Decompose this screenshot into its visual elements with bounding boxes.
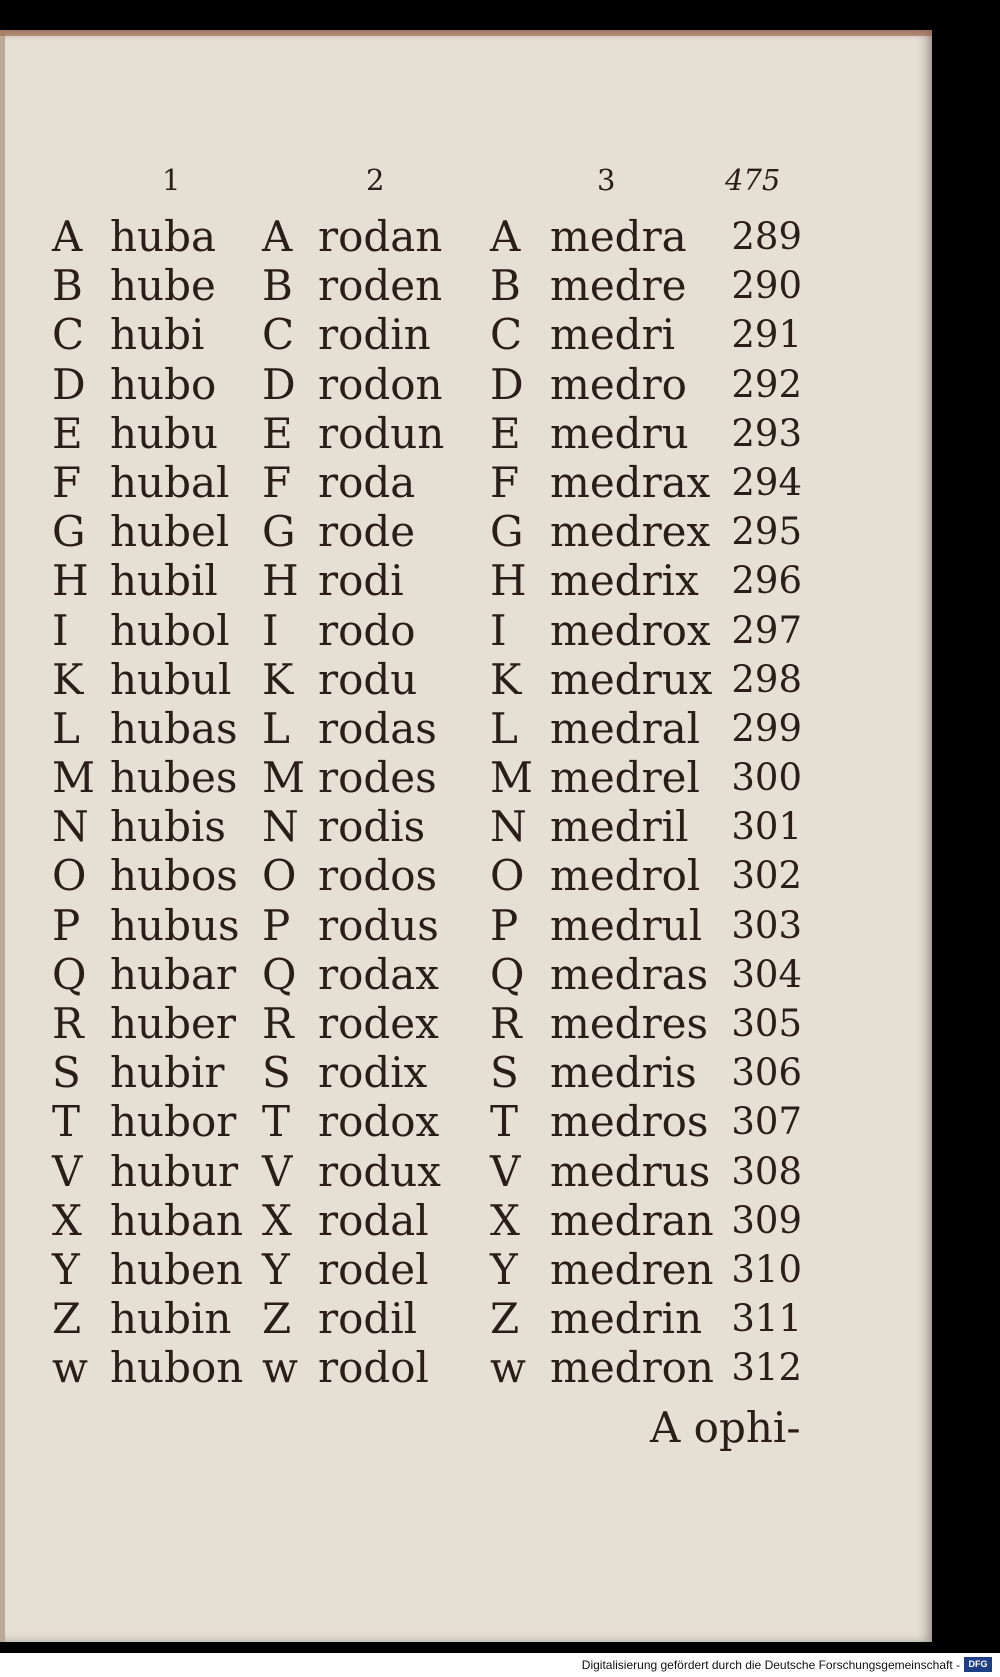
table-row — [0, 409, 932, 458]
row-code-word: hubon — [110, 1343, 244, 1393]
row-code-word: rodis — [318, 802, 426, 852]
table-row — [0, 950, 932, 999]
row-letter: K — [262, 654, 294, 704]
table-row — [0, 1147, 932, 1196]
row-code-word: rodus — [318, 900, 439, 950]
table-row — [0, 999, 932, 1048]
row-letter: R — [262, 999, 294, 1048]
row-letter: Z — [262, 1294, 292, 1344]
table-row — [0, 901, 932, 950]
row-code-word: rodax — [318, 949, 439, 999]
row-code-word: rodi — [318, 556, 404, 606]
row-letter: A — [52, 212, 83, 261]
row-code-word: medrax — [550, 457, 711, 507]
row-letter: D — [490, 359, 524, 409]
table-row — [0, 212, 932, 261]
row-letter: R — [52, 999, 84, 1048]
row-number: 291 — [731, 313, 802, 357]
book-page — [0, 30, 932, 1642]
row-letter: O — [490, 851, 525, 901]
credit-text: Digitalisierung gefördert durch die Deutsche Forschungsgemeinschaft - — [581, 1658, 960, 1672]
row-letter: I — [262, 605, 279, 655]
row-code-word: hubel — [110, 507, 230, 557]
row-code-word: huba — [110, 212, 217, 261]
row-code-word: medru — [550, 408, 689, 458]
row-number: 312 — [731, 1346, 802, 1390]
row-code-word: medrix — [550, 556, 699, 606]
row-letter: T — [490, 1097, 519, 1147]
row-letter: M — [490, 753, 534, 803]
row-letter: C — [490, 310, 523, 360]
row-letter: B — [52, 261, 83, 311]
row-letter: E — [52, 408, 83, 458]
digitization-credit-bar — [0, 1653, 1000, 1677]
row-letter: N — [52, 802, 89, 852]
row-code-word: rodes — [318, 753, 437, 803]
table-row — [0, 261, 932, 310]
row-code-word: medron — [550, 1343, 714, 1393]
row-code-word: rodex — [318, 999, 439, 1048]
row-code-word: medras — [550, 949, 709, 999]
row-code-word: medrin — [550, 1294, 703, 1344]
row-letter: L — [262, 703, 290, 753]
row-code-word: roden — [318, 261, 443, 311]
table-row — [0, 606, 932, 655]
row-letter: w — [52, 1343, 88, 1393]
row-letter: O — [52, 851, 87, 901]
row-number: 293 — [731, 411, 802, 455]
row-letter: P — [490, 900, 519, 950]
table-row — [0, 1196, 932, 1245]
row-letter: S — [52, 1048, 81, 1098]
row-code-word: hubur — [110, 1146, 239, 1196]
row-code-word: medran — [550, 1195, 714, 1245]
row-letter: V — [52, 1146, 83, 1196]
row-letter: B — [262, 261, 293, 311]
row-code-word: medres — [550, 999, 709, 1048]
row-code-word: medro — [550, 359, 687, 409]
row-number: 303 — [731, 903, 802, 947]
table-row — [0, 851, 932, 900]
row-code-word: hube — [110, 261, 216, 311]
row-letter: Z — [52, 1294, 82, 1344]
row-letter: H — [490, 556, 527, 606]
row-code-word: rodun — [318, 408, 445, 458]
row-letter: A — [490, 212, 521, 261]
page-top-edge — [0, 30, 932, 36]
row-letter: N — [490, 802, 527, 852]
row-number: 310 — [731, 1247, 802, 1291]
row-letter: V — [490, 1146, 521, 1196]
row-number: 306 — [731, 1051, 802, 1095]
row-letter: O — [262, 851, 297, 901]
row-number: 308 — [731, 1149, 802, 1193]
column-number-2: 2 — [366, 163, 385, 197]
row-letter: D — [262, 359, 296, 409]
row-letter: A — [262, 212, 293, 261]
row-code-word: medrux — [550, 654, 713, 704]
row-code-word: medrus — [550, 1146, 711, 1196]
row-code-word: hubi — [110, 310, 205, 360]
row-letter: I — [52, 605, 69, 655]
table-row — [0, 802, 932, 851]
row-code-word: medris — [550, 1048, 697, 1098]
row-letter: B — [490, 261, 521, 311]
row-letter: X — [262, 1195, 292, 1245]
row-letter: M — [52, 753, 96, 803]
row-code-word: rodix — [318, 1048, 428, 1098]
row-code-word: medri — [550, 310, 676, 360]
row-code-word: hubis — [110, 802, 226, 852]
row-code-word: medrox — [550, 605, 711, 655]
row-code-word: medral — [550, 703, 701, 753]
row-letter: X — [490, 1195, 520, 1245]
row-letter: G — [52, 507, 86, 557]
row-code-word: rodu — [318, 654, 418, 704]
row-code-word: medril — [550, 802, 689, 852]
row-letter: X — [52, 1195, 82, 1245]
row-number: 297 — [731, 608, 802, 652]
row-code-word: rodas — [318, 703, 437, 753]
row-code-word: huber — [110, 999, 236, 1048]
row-letter: K — [52, 654, 84, 704]
row-letter: F — [490, 457, 520, 507]
row-code-word: medra — [550, 212, 687, 261]
row-letter: Y — [52, 1244, 80, 1294]
table-row — [0, 1097, 932, 1146]
row-letter: R — [490, 999, 522, 1048]
row-number: 295 — [731, 510, 802, 554]
row-letter: S — [262, 1048, 291, 1098]
row-code-word: medros — [550, 1097, 709, 1147]
row-letter: H — [52, 556, 89, 606]
column-number-3: 3 — [597, 163, 616, 197]
row-letter: S — [490, 1048, 519, 1098]
column-number-1: 1 — [162, 163, 181, 197]
row-code-word: huben — [110, 1244, 243, 1294]
row-code-word: hubes — [110, 753, 238, 803]
row-code-word: hubol — [110, 605, 230, 655]
row-code-word: hubil — [110, 556, 218, 606]
row-letter: M — [262, 753, 306, 803]
row-code-word: rode — [318, 507, 416, 557]
row-code-word: medren — [550, 1244, 714, 1294]
cipher-table — [0, 212, 932, 1393]
row-code-word: hubar — [110, 949, 237, 999]
column-header-row — [0, 163, 932, 203]
row-code-word: medrex — [550, 507, 711, 557]
table-row — [0, 360, 932, 409]
row-number: 307 — [731, 1100, 802, 1144]
row-letter: G — [262, 507, 296, 557]
row-number: 299 — [731, 706, 802, 750]
table-row — [0, 655, 932, 704]
row-letter: G — [490, 507, 524, 557]
row-number: 304 — [731, 952, 802, 996]
dfg-logo-icon: DFG — [964, 1657, 992, 1672]
row-letter: T — [262, 1097, 291, 1147]
table-row — [0, 753, 932, 802]
row-letter: C — [262, 310, 295, 360]
row-code-word: rodux — [318, 1146, 441, 1196]
row-letter: Y — [262, 1244, 290, 1294]
row-code-word: rodan — [318, 212, 443, 261]
row-code-word: rodon — [318, 359, 443, 409]
table-row — [0, 507, 932, 556]
row-code-word: hubin — [110, 1294, 232, 1344]
row-letter: L — [490, 703, 518, 753]
row-letter: K — [490, 654, 522, 704]
row-number: 290 — [731, 264, 802, 308]
row-letter: Q — [262, 949, 297, 999]
row-letter: Q — [490, 949, 525, 999]
row-code-word: rodos — [318, 851, 438, 901]
row-number: 296 — [731, 559, 802, 603]
row-number: 305 — [731, 1002, 802, 1045]
row-letter: E — [490, 408, 521, 458]
table-row — [0, 704, 932, 753]
row-letter: P — [262, 900, 291, 950]
table-row — [0, 1048, 932, 1097]
page-number: 475 — [725, 163, 781, 197]
row-letter: N — [262, 802, 299, 852]
row-code-word: medrel — [550, 753, 700, 803]
row-letter: D — [52, 359, 86, 409]
row-letter: F — [262, 457, 292, 507]
row-number: 289 — [731, 215, 802, 258]
row-code-word: hubos — [110, 851, 238, 901]
row-code-word: hubir — [110, 1048, 225, 1098]
table-row — [0, 1343, 932, 1392]
row-code-word: hubal — [110, 457, 230, 507]
table-row — [0, 1294, 932, 1343]
row-number: 300 — [731, 756, 802, 800]
row-letter: T — [52, 1097, 81, 1147]
row-letter: Y — [490, 1244, 518, 1294]
row-code-word: hubul — [110, 654, 232, 704]
row-code-word: rodal — [318, 1195, 429, 1245]
row-number: 292 — [731, 362, 802, 406]
row-number: 301 — [731, 805, 802, 849]
row-code-word: huban — [110, 1195, 244, 1245]
row-code-word: rodil — [318, 1294, 418, 1344]
table-row — [0, 458, 932, 507]
catchword: A ophi- — [650, 1403, 801, 1452]
row-number: 294 — [731, 460, 802, 504]
row-letter: P — [52, 900, 81, 950]
row-code-word: rodin — [318, 310, 431, 360]
row-code-word: medrol — [550, 851, 701, 901]
row-letter: Z — [490, 1294, 520, 1344]
row-number: 298 — [731, 657, 802, 701]
row-code-word: hubo — [110, 359, 217, 409]
row-letter: F — [52, 457, 82, 507]
row-letter: C — [52, 310, 85, 360]
row-letter: L — [52, 703, 80, 753]
row-letter: V — [262, 1146, 293, 1196]
row-letter: Q — [52, 949, 87, 999]
table-row — [0, 556, 932, 605]
row-letter: E — [262, 408, 293, 458]
row-number: 302 — [731, 854, 802, 898]
row-code-word: roda — [318, 457, 416, 507]
row-code-word: hubor — [110, 1097, 237, 1147]
row-code-word: medre — [550, 261, 687, 311]
row-code-word: rodox — [318, 1097, 440, 1147]
row-code-word: rodel — [318, 1244, 429, 1294]
table-row — [0, 310, 932, 359]
row-number: 309 — [731, 1198, 802, 1242]
row-code-word: hubas — [110, 703, 238, 753]
row-letter: H — [262, 556, 299, 606]
row-code-word: medrul — [550, 900, 703, 950]
table-row — [0, 1245, 932, 1294]
row-code-word: rodo — [318, 605, 416, 655]
row-code-word: hubus — [110, 900, 240, 950]
row-number: 311 — [731, 1297, 802, 1341]
row-letter: w — [490, 1343, 526, 1393]
row-code-word: rodol — [318, 1343, 429, 1393]
row-letter: I — [490, 605, 507, 655]
row-letter: w — [262, 1343, 298, 1393]
row-code-word: hubu — [110, 408, 219, 458]
